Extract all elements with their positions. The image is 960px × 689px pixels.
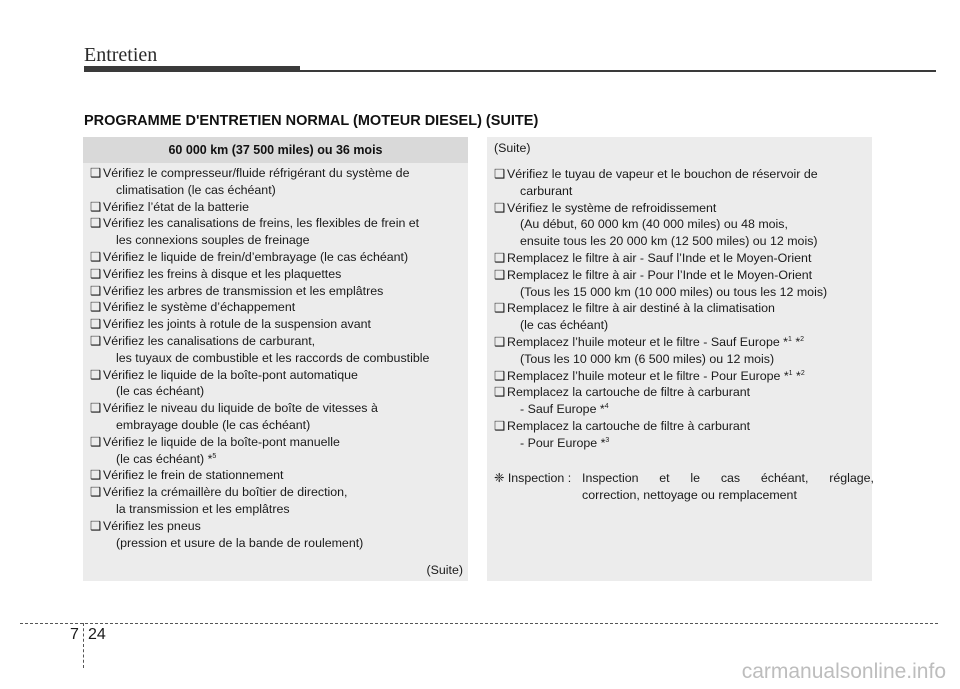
continued-label: (Suite): [426, 563, 463, 577]
list-item: ❑ Vérifiez le liquide de la boîte-pont automatique (le cas échéant): [90, 367, 358, 399]
list-item: ❑ Vérifiez la crémaillère du boîtier de direction, la transmission et les emplâtres: [90, 485, 348, 516]
list-item: ❑ Vérifiez les joints à rotule de la suspension avant: [90, 317, 371, 332]
checkbox-icon: ❑: [90, 401, 102, 416]
list-item: ❑ Remplacez la cartouche de filtre à carburant - Pour Europe *$^3$: [494, 418, 751, 450]
section-title: PROGRAMME D'ENTRETIEN NORMAL (MOTEUR DIESEL) (SUITE): [84, 113, 539, 129]
checkbox-icon: ❑: [90, 333, 102, 348]
left-checklist: [90, 165, 462, 551]
chapter-number: 7: [70, 626, 79, 643]
footnote-ref: 3: [605, 436, 610, 444]
note-definition-line2: correction, nettoyage ou remplacement: [582, 487, 797, 502]
maintenance-panel-left: [83, 137, 468, 581]
list-item: ❑ Vérifiez les canalisations de freins, les flexibles de frein et les connexions souples de freinage: [90, 216, 420, 248]
maintenance-panel-right: [487, 137, 872, 581]
list-item: ❑ Remplacez le filtre à air - Pour l’Inde et le Moyen-Orient (Tous les 15 000 km (10 000 miles) ou tous les 12 mois): [494, 267, 828, 299]
list-item: ❑ Remplacez l’huile moteur et le filtre - Sauf Europe *$^1$ *$^2$ (Tous les 10 000 km (6 500 miles) ou 12 mois): [494, 334, 805, 366]
list-item: ❑ Vérifiez les arbres de transmission et les emplâtres: [90, 283, 384, 298]
checkbox-icon: ❑: [494, 301, 506, 316]
checkbox-icon: ❑: [90, 283, 102, 298]
list-item: ❑ Vérifiez les pneus (pression et usure de la bande de roulement): [90, 518, 364, 550]
watermark: carmanualsonline.info: [741, 660, 946, 683]
list-item: ❑ Vérifiez le système de refroidissement (Au début, 60 000 km (40 000 miles) ou 48 mois, ensuite tous les 20 000 km (12 500 miles) ou 12 mois): [494, 200, 818, 249]
list-item: ❑ Vérifiez le liquide de la boîte-pont manuelle (le cas échéant) *$^5$: [90, 434, 340, 466]
continued-label: (Suite): [494, 141, 531, 155]
checkbox-icon: ❑: [90, 216, 102, 231]
checkbox-icon: ❑: [90, 485, 102, 500]
footnote-ref: 4: [604, 403, 609, 411]
checkbox-icon: ❑: [90, 518, 102, 533]
list-item: ❑ Vérifiez le tuyau de vapeur et le bouchon de réservoir de carburant: [494, 167, 818, 198]
list-item: ❑ Vérifiez les canalisations de carburant, les tuyaux de combustible et les raccords de combustible: [90, 333, 430, 365]
checkbox-icon: ❑: [494, 368, 506, 383]
list-item: ❑ Remplacez la cartouche de filtre à carburant - Sauf Europe *$^4$: [494, 385, 751, 417]
list-item: ❑ Remplacez le filtre à air destiné à la climatisation (le cas échéant): [494, 301, 775, 333]
header-rule-thick: [84, 66, 300, 72]
checkbox-icon: ❑: [90, 367, 102, 382]
checkbox-icon: ❑: [494, 418, 506, 433]
list-item: ❑ Vérifiez le système d’échappement: [90, 300, 296, 315]
list-item: ❑ Remplacez le filtre à air - Sauf l’Inde et le Moyen-Orient: [494, 250, 812, 265]
page-number: 24: [88, 626, 106, 643]
checkbox-icon: ❑: [90, 266, 102, 281]
list-item: ❑ Vérifiez le frein de stationnement: [90, 468, 284, 483]
list-item: ❑ Vérifiez le compresseur/fluide réfrigérant du système de climatisation (le cas échéant): [90, 166, 410, 197]
right-checklist: [494, 166, 866, 452]
checkbox-icon: ❑: [494, 385, 506, 400]
header-rule-thin: [300, 70, 936, 72]
note-label: ❈ Inspection :: [494, 471, 572, 485]
inspection-note: [494, 470, 874, 504]
list-item: ❑ Vérifiez les freins à disque et les plaquettes: [90, 266, 342, 281]
list-item: ❑ Vérifiez l’état de la batterie: [90, 199, 250, 214]
checkbox-icon: ❑: [90, 317, 102, 332]
checkbox-icon: ❑: [494, 250, 506, 265]
checkbox-icon: ❑: [494, 334, 506, 349]
interval-header: 60 000 km (37 500 miles) ou 36 mois: [83, 137, 468, 163]
footnote-ref: 5: [212, 452, 217, 460]
checkbox-icon: ❑: [90, 166, 102, 180]
footer-divider: [83, 623, 84, 668]
header-title: Entretien: [84, 44, 158, 66]
footnote-ref: 1: [788, 369, 793, 377]
note-definition-line1: Inspection et le cas échéant, réglage,: [582, 471, 874, 485]
checkbox-icon: ❑: [494, 267, 506, 282]
checkbox-icon: ❑: [90, 199, 102, 214]
footer-rule: [20, 623, 938, 624]
checkbox-icon: ❑: [90, 468, 102, 483]
footnote-ref: 1: [788, 335, 792, 343]
list-item: ❑ Remplacez l’huile moteur et le filtre - Pour Europe *$^1$ *$^2$: [494, 368, 805, 383]
footnote-ref: 2: [800, 335, 805, 343]
checkbox-icon: ❑: [90, 434, 102, 449]
list-item: ❑ Vérifiez le liquide de frein/d’embrayage (le cas échéant): [90, 249, 409, 264]
checkbox-icon: ❑: [90, 300, 102, 315]
footnote-ref: 2: [800, 369, 805, 377]
checkbox-icon: ❑: [494, 200, 506, 215]
checkbox-icon: ❑: [90, 249, 102, 264]
list-item: ❑ Vérifiez le niveau du liquide de boîte de vitesses à embrayage double (le cas échéant): [90, 401, 378, 432]
checkbox-icon: ❑: [494, 167, 506, 181]
